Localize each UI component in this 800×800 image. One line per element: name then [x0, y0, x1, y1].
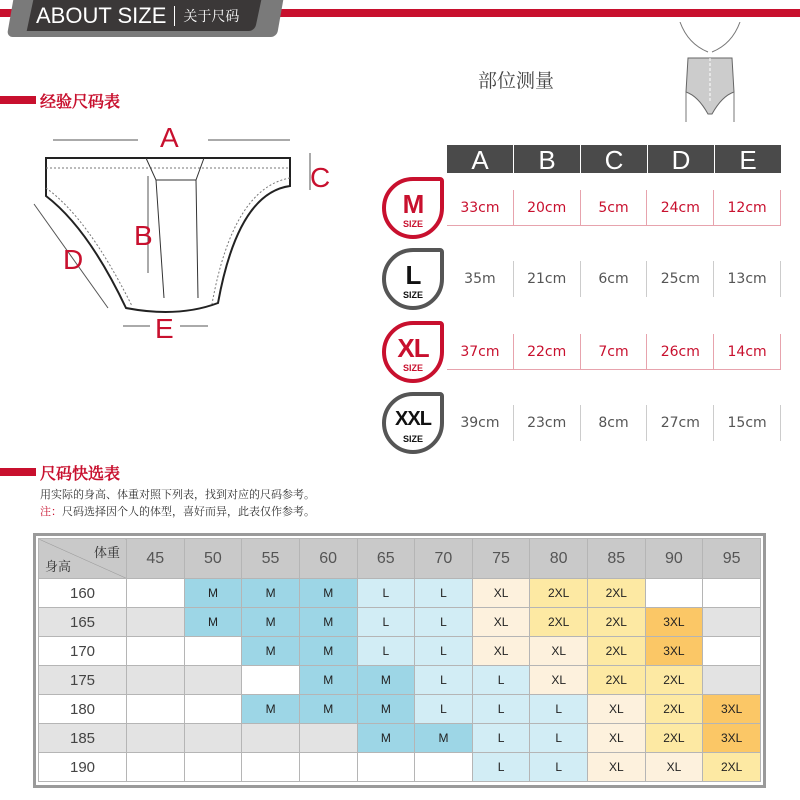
grid-cell: M: [357, 666, 415, 695]
grid-cell: XL: [588, 724, 646, 753]
grid-cell: [703, 579, 761, 608]
weight-header: 90: [645, 539, 703, 579]
diagram-label-b: B: [134, 220, 153, 251]
grid-cell: M: [299, 608, 357, 637]
measure-cell: 23cm: [514, 405, 581, 441]
grid-cell: 2XL: [588, 579, 646, 608]
grid-cell: XL: [530, 666, 588, 695]
briefs-diagram: [28, 118, 348, 348]
measure-cell: 26cm: [647, 334, 714, 369]
size-badge-letter: XL: [397, 333, 429, 363]
grid-cell: 2XL: [703, 753, 761, 782]
grid-cell: [184, 695, 242, 724]
grid-cell: [242, 753, 300, 782]
grid-cell: L: [357, 637, 415, 666]
grid-cell: [299, 724, 357, 753]
size-badge-label: SIZE: [402, 363, 423, 373]
grid-corner: [39, 539, 127, 579]
measure-cell: 33cm: [447, 190, 514, 225]
grid-cell: 3XL: [703, 695, 761, 724]
weight-header: 60: [299, 539, 357, 579]
grid-row: [39, 724, 761, 753]
column-header-a: A: [447, 145, 513, 173]
grid-cell: [357, 753, 415, 782]
weight-header: 80: [530, 539, 588, 579]
height-label: 175: [39, 666, 127, 695]
header-title-en: ABOUT SIZE: [36, 3, 167, 28]
grid-cell: [127, 695, 185, 724]
grid-cell: L: [472, 753, 530, 782]
grid-cell: L: [472, 695, 530, 724]
grid-cell: 2XL: [645, 724, 703, 753]
grid-cell: [184, 666, 242, 695]
grid-cell: [703, 666, 761, 695]
measure-cell: 20cm: [514, 190, 581, 225]
size-grid: [33, 533, 766, 788]
grid-cell: L: [472, 666, 530, 695]
grid-row: [39, 608, 761, 637]
grid-cell: M: [184, 579, 242, 608]
measure-cell: 35m: [447, 261, 514, 297]
grid-cell: M: [299, 637, 357, 666]
height-label: 185: [39, 724, 127, 753]
note-body: 尺码选择因个人的体型，喜好而异，此表仅作参考。: [62, 505, 315, 518]
height-label: 160: [39, 579, 127, 608]
grid-cell: L: [530, 724, 588, 753]
weight-header: 75: [472, 539, 530, 579]
weight-header: 45: [127, 539, 185, 579]
measure-cell: 8cm: [581, 405, 648, 441]
height-label: 180: [39, 695, 127, 724]
grid-row: [39, 637, 761, 666]
grid-cell: M: [357, 724, 415, 753]
grid-cell: [127, 753, 185, 782]
size-badge-letter: XXL: [395, 408, 431, 430]
weight-header: 65: [357, 539, 415, 579]
measure-row: [447, 405, 781, 441]
weight-header: 50: [184, 539, 242, 579]
header-title-cn: 关于尺码: [183, 8, 240, 24]
grid-cell: 2XL: [588, 608, 646, 637]
grid-cell: 2XL: [530, 608, 588, 637]
grid-cell: [127, 666, 185, 695]
measure-cell: 37cm: [447, 334, 514, 369]
grid-cell: XL: [645, 753, 703, 782]
instruction-text: 用实际的身高、体重对照下列表，找到对应的尺码参考。: [40, 488, 315, 501]
height-label: 190: [39, 753, 127, 782]
measure-cell: 13cm: [714, 261, 781, 297]
size-badge-label: SIZE: [402, 290, 423, 300]
section-title-quick-select: 尺码快选表: [40, 464, 121, 483]
grid-cell: XL: [472, 637, 530, 666]
grid-cell: L: [357, 608, 415, 637]
grid-cell: M: [299, 695, 357, 724]
grid-cell: M: [242, 695, 300, 724]
grid-cell: M: [299, 666, 357, 695]
grid-cell: [242, 724, 300, 753]
measure-row: [447, 190, 781, 226]
diagram-label-e: E: [155, 313, 174, 344]
grid-cell: XL: [472, 608, 530, 637]
grid-cell: XL: [472, 579, 530, 608]
grid-row: [39, 666, 761, 695]
weight-header: 70: [415, 539, 473, 579]
grid-cell: 2XL: [645, 666, 703, 695]
divider: [174, 6, 175, 26]
measure-cell: 14cm: [714, 334, 781, 369]
grid-cell: M: [415, 724, 473, 753]
grid-cell: 3XL: [645, 637, 703, 666]
grid-cell: [127, 724, 185, 753]
grid-cell: [415, 753, 473, 782]
grid-cell: [242, 666, 300, 695]
note-label: 注：: [40, 505, 62, 518]
measure-cell: 27cm: [647, 405, 714, 441]
weight-header: 95: [703, 539, 761, 579]
corner-weight-label: 体重: [93, 545, 120, 560]
size-badge-l: [382, 248, 444, 310]
grid-cell: L: [530, 695, 588, 724]
corner-height-label: 身高: [45, 559, 72, 574]
grid-row: [39, 695, 761, 724]
size-badge-letter: M: [402, 189, 424, 219]
size-badge-label: SIZE: [402, 434, 423, 444]
grid-cell: L: [415, 579, 473, 608]
grid-cell: [703, 608, 761, 637]
grid-cell: M: [299, 579, 357, 608]
measure-row: [447, 261, 781, 297]
grid-cell: L: [472, 724, 530, 753]
measure-cell: 5cm: [581, 190, 648, 225]
grid-cell: L: [530, 753, 588, 782]
grid-cell: M: [242, 637, 300, 666]
weight-header: 85: [588, 539, 646, 579]
measure-cell: 22cm: [514, 334, 581, 369]
measure-row: [447, 334, 781, 370]
grid-cell: [703, 637, 761, 666]
grid-cell: XL: [588, 695, 646, 724]
section-marker: [0, 96, 36, 104]
header-title: [36, 3, 239, 29]
grid-cell: L: [415, 666, 473, 695]
grid-cell: 2XL: [588, 637, 646, 666]
measure-cell: 25cm: [647, 261, 714, 297]
column-header-d: D: [648, 145, 714, 173]
grid-cell: [299, 753, 357, 782]
measure-cell: 12cm: [714, 190, 781, 225]
grid-cell: M: [242, 608, 300, 637]
size-badge-label: SIZE: [402, 219, 423, 229]
grid-cell: M: [184, 608, 242, 637]
grid-cell: [127, 579, 185, 608]
size-badge-m: [382, 177, 444, 239]
height-label: 165: [39, 608, 127, 637]
note-text: [40, 503, 315, 519]
column-header-e: E: [715, 145, 781, 173]
size-badge-xxl: [382, 392, 444, 454]
grid-cell: 2XL: [530, 579, 588, 608]
weight-header: 55: [242, 539, 300, 579]
measure-cell: 15cm: [714, 405, 781, 441]
grid-cell: M: [242, 579, 300, 608]
grid-cell: L: [357, 579, 415, 608]
grid-cell: L: [415, 608, 473, 637]
grid-cell: [184, 724, 242, 753]
grid-cell: M: [357, 695, 415, 724]
measure-cell: 24cm: [647, 190, 714, 225]
measure-cell: 21cm: [514, 261, 581, 297]
measure-cell: 6cm: [581, 261, 648, 297]
grid-cell: L: [415, 637, 473, 666]
grid-cell: [127, 608, 185, 637]
grid-cell: [127, 637, 185, 666]
grid-cell: [184, 637, 242, 666]
grid-cell: 3XL: [703, 724, 761, 753]
grid-cell: 3XL: [645, 608, 703, 637]
section-marker: [0, 468, 36, 476]
diagram-label-d: D: [63, 244, 84, 275]
grid-cell: 2XL: [588, 666, 646, 695]
diagram-label-c: C: [310, 162, 331, 193]
grid-cell: [184, 753, 242, 782]
grid-cell: [645, 579, 703, 608]
size-badge-xl: [382, 321, 444, 383]
diagram-label-a: A: [160, 122, 179, 153]
grid-cell: XL: [530, 637, 588, 666]
column-header-c: C: [581, 145, 647, 173]
measure-title: 部位测量: [478, 70, 555, 92]
measure-cell: 7cm: [581, 334, 648, 369]
size-badge-letter: L: [405, 260, 421, 290]
column-header-b: B: [514, 145, 580, 173]
grid-cell: XL: [588, 753, 646, 782]
grid-row: [39, 753, 761, 782]
grid-cell: 2XL: [645, 695, 703, 724]
section-title-experience: 经验尺码表: [40, 92, 121, 111]
grid-cell: L: [415, 695, 473, 724]
measure-cell: 39cm: [447, 405, 514, 441]
body-figure-illustration: [660, 22, 760, 122]
height-label: 170: [39, 637, 127, 666]
grid-row: [39, 579, 761, 608]
